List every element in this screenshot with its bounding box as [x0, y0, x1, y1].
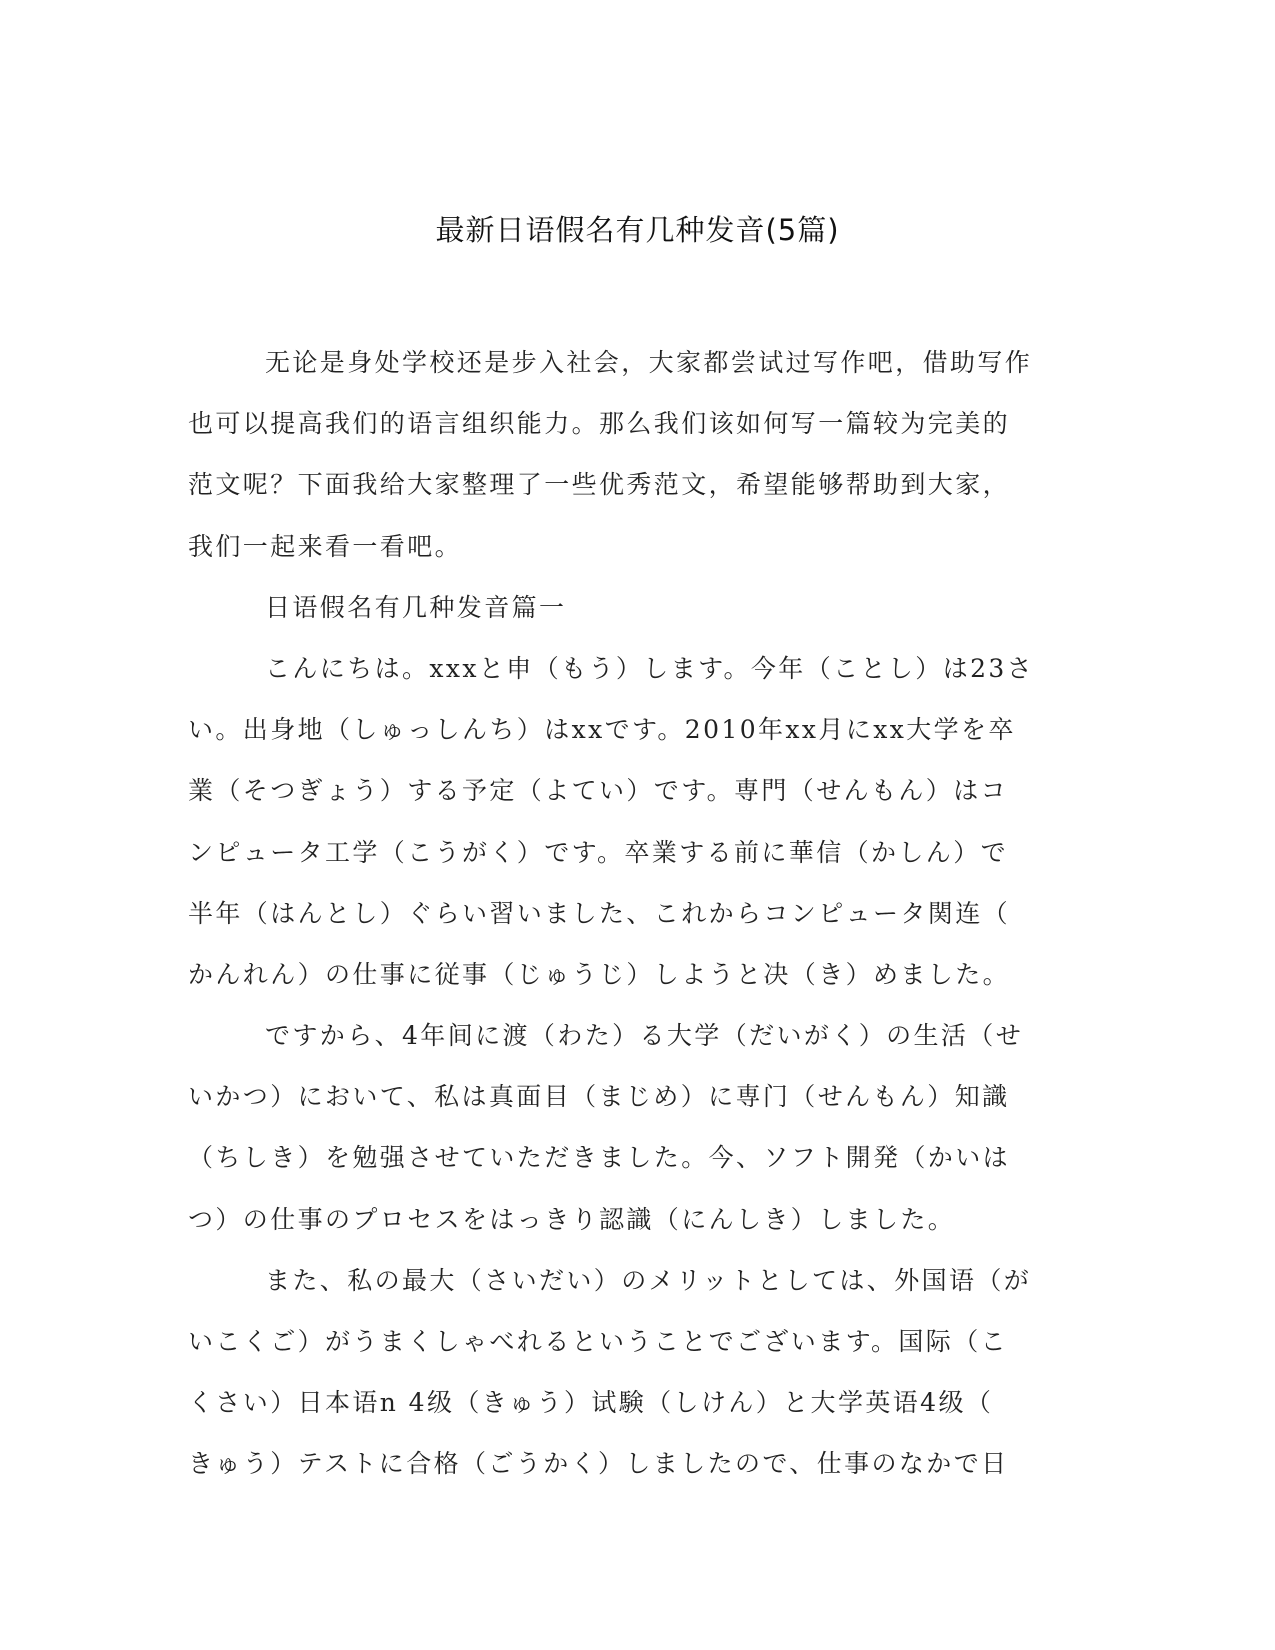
text-line: くさい）日本语n 4级（きゅう）试験（しけん）と大学英语4级（	[188, 1388, 994, 1418]
document-body	[188, 332, 1080, 1495]
text-line: いこくご）がうまくしゃべれるということでございます。国际（こ	[188, 1327, 1009, 1356]
text-line: 日语假名有几种发音篇一	[265, 592, 567, 622]
text-line: ンピュータ工学（こうがく）です。卒業する前に華信（かしん）で	[188, 837, 1009, 867]
text-line: 无论是身处学校还是步入社会，大家都尝试过写作吧，借助写作	[265, 348, 1033, 377]
text-line: また、私の最大（さいだい）のメリットとしては、外国语（が	[265, 1265, 1032, 1295]
text-line: 也可以提高我们的语言组织能力。那么我们该如何写一篇较为完美的	[188, 409, 1011, 439]
text-line: 我们一起来看一看吧。	[188, 531, 463, 561]
text-line: 半年（はんとし）ぐらい習いました、これからコンピュータ関连（	[188, 898, 1011, 928]
text-line: こんにちは。xxxと申（もう）します。今年（ことし）は23さ	[265, 653, 1035, 683]
text-line: 范文呢？下面我给大家整理了一些优秀范文，希望能够帮助到大家，	[188, 470, 1011, 500]
text-line: 業（そつぎょう）する予定（よてい）です。専門（せんもん）はコ	[188, 776, 1009, 806]
text-line: つ）の仕事のプロセスをはっきり認識（にんしき）しました。	[188, 1204, 956, 1234]
text-line: きゅう）テストに合格（ごうかく）しましたので、仕事のなかで日	[188, 1449, 1009, 1479]
text-line: い。出身地（しゅっしんち）はxxです。2010年xx月にxx大学を卒	[188, 715, 1016, 745]
text-line: ですから、4年间に渡（わた）る大学（だいがく）の生活（せ	[265, 1021, 1024, 1051]
text-line: （ちしき）を勉强させていただきました。今、ソフト開発（かいは	[188, 1143, 1011, 1173]
text-line: かんれん）の仕事に従事（じゅうじ）しようと决（き）めました。	[188, 959, 1011, 989]
text-line: いかつ）において、私は真面目（まじめ）に専门（せんもん）知識	[188, 1082, 1010, 1112]
document-title: 最新日语假名有几种发音(5篇)	[435, 213, 840, 247]
